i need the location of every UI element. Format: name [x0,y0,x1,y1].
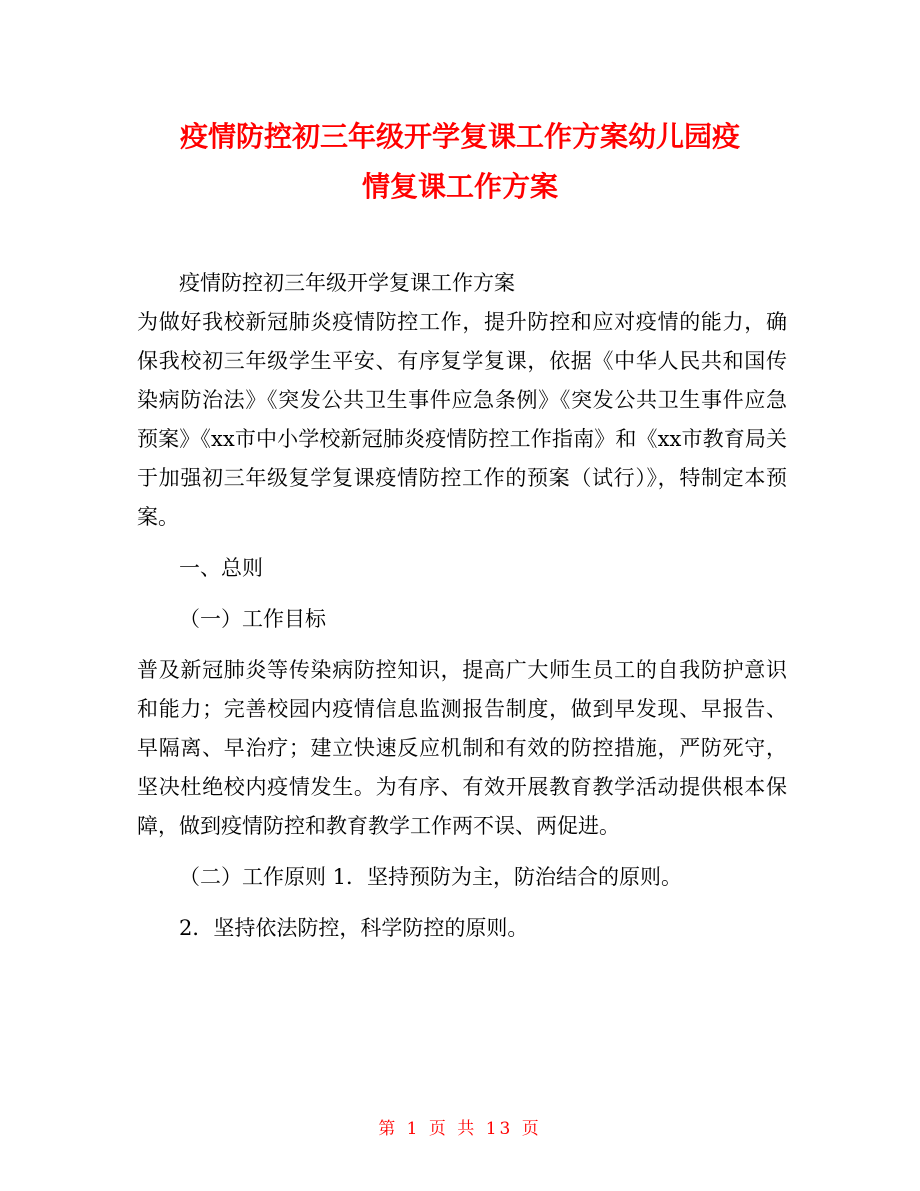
paragraph-principle-2: 2．坚持依法防控，科学防控的原则。 [179,916,529,940]
document-body [137,264,787,948]
page-footer: 第 1 页 共 13 页 [378,1119,542,1139]
paragraph-subtitle: 疫情防控初三年级开学复课工作方案 [179,271,515,295]
paragraph-goals: 普及新冠肺炎等传染病防控知识，提高广大师生员工的自我防护意识和能力；完善校园内疫情信息监测报告制度，做到早发现、早报告、早隔离、早治疗；建立快速反应机制和有效的防控措施，严防死守，坚决杜绝校内疫情发生。为有序、有效开展教育教学活动提供根本保障，做到疫情防控和教育教学工作两不误、两促进。 [137,658,787,838]
section-heading-general: 一、总则 [179,556,263,580]
paragraph-intro: 为做好我校新冠肺炎疫情防控工作，提升防控和应对疫情的能力，确保我校初三年级学生平安、有序复学复课，依据《中华人民共和国传染病防治法》《突发公共卫生事件应急条例》《突发公共卫生事件应急预案》《xx市中小学校新冠肺炎疫情防控工作指南》和《xx市教育局关于加强初三年级复学复课疫情防控工作的预案（试行）》，特制定本预案。 [137,310,787,529]
title-line-2: 情复课工作方案 [361,170,558,203]
document-title [100,112,820,212]
title-line-1: 疫情防控初三年级开学复课工作方案幼儿园疫 [179,120,740,153]
subsection-heading-principles: （二）工作原则 1．坚持预防为主，防治结合的原则。 [179,865,683,889]
subsection-heading-goals: （一）工作目标 [179,607,326,631]
